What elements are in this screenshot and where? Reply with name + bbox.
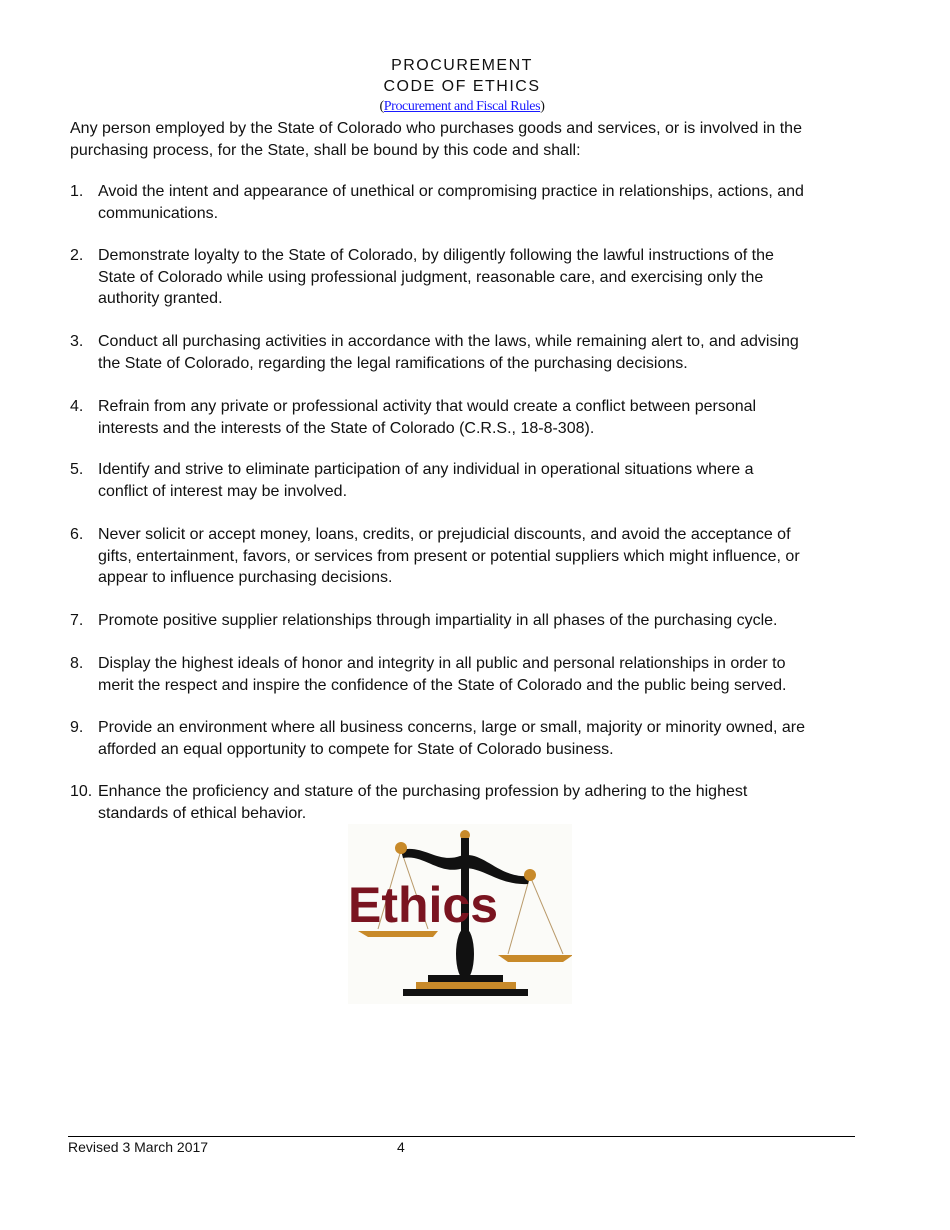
item-line: Enhance the proficiency and stature of the purchasing profession by adhering to the highest — [98, 783, 748, 800]
item-line: Conduct all purchasing activities in accordance with the laws, while remaining alert to, and advising — [98, 333, 799, 350]
item-text — [98, 717, 805, 760]
item-text — [98, 459, 754, 502]
item-number: 5. — [70, 461, 84, 478]
logo-text: Ethics — [348, 877, 499, 933]
ethics-scale-logo — [348, 824, 572, 1004]
item-number: 2. — [70, 247, 84, 264]
item-line: Avoid the intent and appearance of unethical or compromising practice in relationships, actions, and — [98, 183, 804, 200]
item-line: Display the highest ideals of honor and integrity in all public and personal relationships in order to — [98, 655, 786, 672]
item-line: Identify and strive to eliminate participation of any individual in operational situations where a — [98, 461, 754, 478]
item-number: 4. — [70, 398, 84, 415]
item-line: merit the respect and inspire the confidence of the State of Colorado and the public being served. — [98, 676, 787, 694]
item-line: State of Colorado while using professional judgment, reasonable care, and exercising only the — [98, 268, 764, 286]
item-number: 8. — [70, 655, 84, 672]
item-text — [98, 781, 747, 824]
item-text — [98, 331, 799, 374]
footer-rule — [68, 1136, 855, 1137]
item-line: Never solicit or accept money, loans, credits, or prejudicial discounts, and avoid the acceptance of — [98, 526, 791, 543]
item-text — [98, 181, 804, 224]
item-line: gifts, entertainment, favors, or services from present or potential suppliers which might influence, or — [98, 547, 800, 565]
page-number: 4 — [397, 1139, 405, 1155]
item-line: appear to influence purchasing decisions. — [98, 569, 393, 586]
item-line: the State of Colorado, regarding the legal ramifications of the purchasing decisions. — [98, 354, 688, 372]
title-line-2: CODE OF ETHICS — [383, 78, 541, 95]
item-line: Demonstrate loyalty to the State of Colorado, by diligently following the lawful instructions of the — [98, 247, 774, 264]
item-text — [98, 610, 777, 632]
item-number: 10. — [70, 783, 93, 800]
item-text — [98, 524, 800, 589]
intro-line: purchasing process, for the State, shall be bound by this code and shall: — [70, 141, 581, 159]
reference — [0, 99, 924, 115]
item-line: standards of ethical behavior. — [98, 804, 307, 822]
item-number: 1. — [70, 183, 84, 200]
intro-paragraph — [70, 118, 802, 161]
item-number: 3. — [70, 333, 84, 350]
item-line: Refrain from any private or professional activity that would create a conflict between personal — [98, 398, 757, 415]
item-line: conflict of interest may be involved. — [98, 482, 348, 500]
revision-date: Revised 3 March 2017 — [68, 1139, 209, 1155]
item-line: authority granted. — [98, 290, 223, 307]
item-line: Promote positive supplier relationships through impartiality in all phases of the purchasing cycle. — [98, 612, 778, 629]
paren-open: ( — [379, 99, 384, 114]
intro-line: Any person employed by the State of Colorado who purchases goods and services, or is involved in the — [70, 120, 802, 137]
item-number: 9. — [70, 719, 84, 736]
item-text — [98, 396, 756, 439]
item-line: communications. — [98, 204, 219, 222]
item-text — [98, 245, 774, 310]
item-line: afforded an equal opportunity to compete for State of Colorado business. — [98, 740, 614, 758]
item-line: interests and the interests of the State of Colorado (C.R.S., 18-8-308). — [98, 419, 595, 437]
item-number: 6. — [70, 526, 84, 543]
paren-close: ) — [540, 99, 545, 114]
procurement-rules-link[interactable]: Procurement and Fiscal Rules — [383, 99, 541, 114]
item-line: Provide an environment where all business concerns, large or small, majority or minority owned, are — [98, 719, 805, 736]
item-number: 7. — [70, 612, 84, 629]
title-line-1: PROCUREMENT — [391, 57, 533, 74]
item-text — [98, 653, 786, 696]
